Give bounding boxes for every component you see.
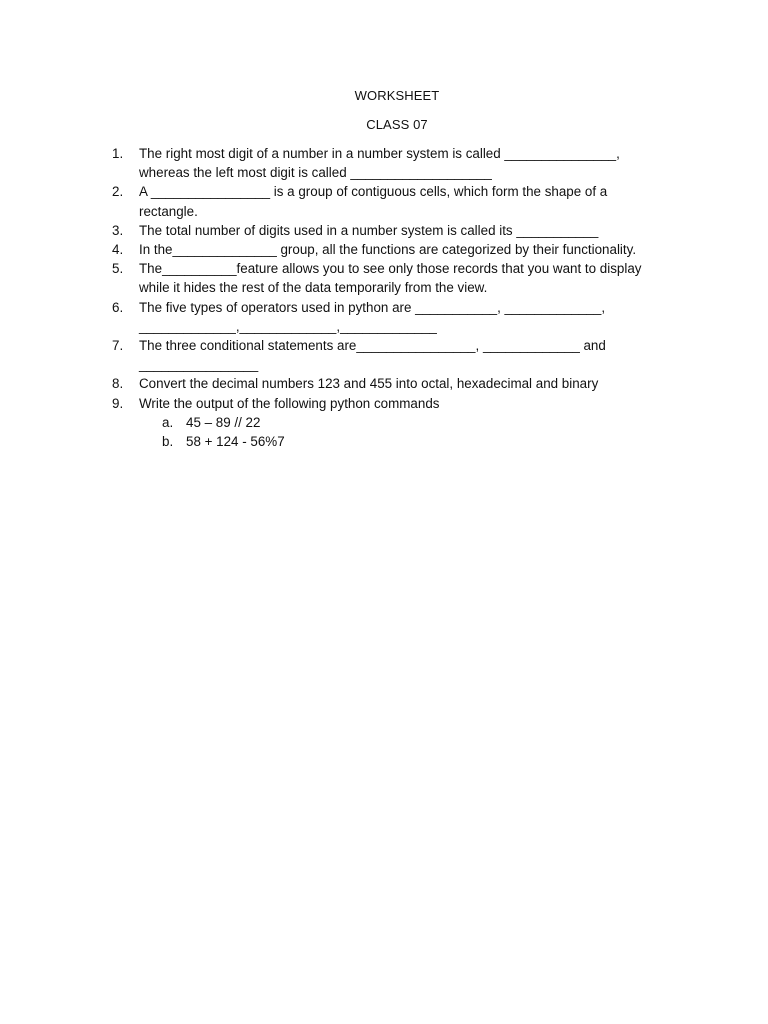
question-text-line: ________________ (139, 357, 259, 373)
question-text-line: rectangle. (139, 203, 198, 219)
question-text-line: The three conditional statements are________________, _____________ and (139, 338, 606, 354)
question-text-line: whereas the left most digit is called ___________________ (139, 165, 492, 181)
question-number: 6. (112, 299, 124, 315)
question-text-line: while it hides the rest of the data temporarily from the view. (139, 280, 488, 296)
question-text-line: In the______________ group, all the functions are categorized by their functionality. (139, 242, 637, 258)
question-item (112, 144, 682, 182)
question-text-line: The right most digit of a number in a number system is called _______________, (139, 146, 620, 161)
question-number: 9. (112, 395, 124, 411)
question-list (112, 144, 682, 451)
question-item (112, 259, 682, 297)
question-text-line: Convert the decimal numbers 123 and 455 into octal, hexadecimal and binary (139, 376, 599, 392)
sub-question-item (139, 432, 682, 451)
question-item (112, 298, 682, 336)
class-label: CLASS 07 (366, 117, 428, 132)
question-text-line: Write the output of the following python commands (139, 395, 440, 411)
question-number: 8. (112, 376, 124, 392)
question-item (112, 221, 682, 240)
question-item (112, 336, 682, 374)
sub-question-letter: a. (162, 414, 174, 430)
worksheet-title: WORKSHEET (354, 88, 440, 103)
question-item (112, 394, 682, 452)
question-number: 4. (112, 242, 124, 258)
question-text-line: _____________,_____________,_____________ (139, 318, 437, 334)
sub-question-letter: b. (162, 434, 174, 450)
question-number: 7. (112, 338, 124, 354)
question-text-line: The total number of digits used in a number system is called its ___________ (139, 222, 599, 238)
question-number: 3. (112, 222, 124, 238)
sub-question-list (139, 413, 682, 451)
question-item (112, 374, 682, 393)
sub-question-text: 45 – 89 // 22 (186, 414, 261, 430)
question-item (112, 182, 682, 220)
question-number: 5. (112, 261, 124, 277)
question-item (112, 240, 682, 259)
sub-question-item (139, 413, 682, 432)
question-text-line: The__________feature allows you to see only those records that you want to display (139, 261, 642, 277)
question-number: 2. (112, 184, 124, 200)
question-text-line: A ________________ is a group of contiguous cells, which form the shape of a (139, 184, 608, 200)
question-text-line: The five types of operators used in python are ___________, _____________, (139, 299, 606, 315)
sub-question-text: 58 + 124 - 56%7 (186, 434, 285, 450)
question-number: 1. (112, 146, 124, 161)
